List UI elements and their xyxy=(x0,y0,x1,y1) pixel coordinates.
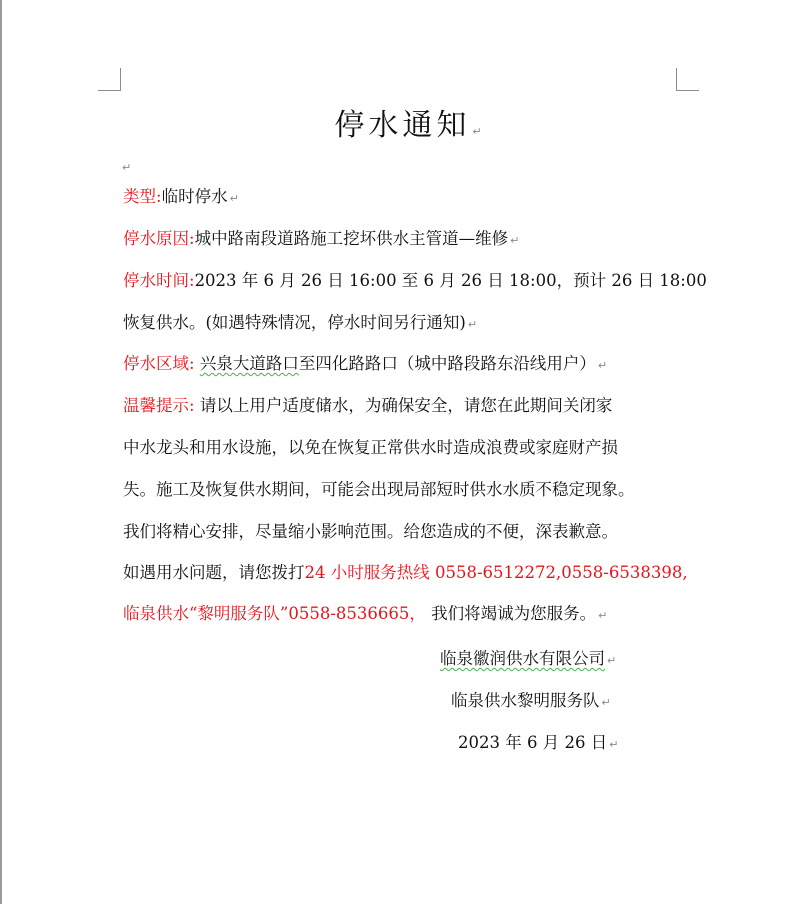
empty-paragraph xyxy=(120,156,131,175)
tips-text-4: 我们将精心安排，尽量缩小影响范围。给您造成的不便，深表歉意。 xyxy=(123,522,618,541)
area-label: 停水区域: xyxy=(123,354,195,373)
paragraph-mark: ↵ xyxy=(597,359,608,372)
tips-line-2 xyxy=(123,437,618,459)
paragraph-mark: ↵ xyxy=(607,654,617,667)
tips-text-3: 失。施工及恢复供水期间，可能会出现局部短时供水水质不稳定现象。 xyxy=(123,480,635,499)
time-value-1: 2023 年 6 月 26 日 16:00 至 6 月 26 日 18:00，预计 26 日 18:00 xyxy=(194,271,707,290)
tips-text-5: 如遇用水问题，请您拨打 xyxy=(123,563,305,582)
reason-label: 停水原因: xyxy=(123,229,195,248)
type-line xyxy=(123,186,239,210)
margin-corner-top-right xyxy=(676,68,699,91)
area-value-1: 兴泉大道路口 xyxy=(199,354,299,373)
tips-label: 温馨提示: xyxy=(123,396,195,415)
service-team-hotline: 临泉供水“黎明服务队”0558-8536665， xyxy=(123,604,426,623)
margin-corner-top-left xyxy=(98,68,121,91)
tips-text-1: 请以上用户适度储水，为确保安全，请您在此期间关闭家 xyxy=(199,396,613,415)
company-name: 临泉徽润供水有限公司 xyxy=(440,649,605,668)
tips-text-6: 我们将竭诚为您服务。 xyxy=(431,604,597,623)
paragraph-mark: ↵ xyxy=(609,738,619,751)
paragraph-mark: ↵ xyxy=(467,318,478,331)
tips-line-6 xyxy=(123,603,607,627)
reason-line xyxy=(123,228,519,252)
team-name: 临泉供水黎明服务队 xyxy=(451,691,600,710)
paragraph-mark: ↵ xyxy=(229,192,239,205)
paragraph-mark: ↵ xyxy=(472,125,486,138)
signature-company xyxy=(440,645,616,669)
paragraph-mark: ↵ xyxy=(122,161,132,174)
time-label: 停水时间: xyxy=(123,271,195,290)
area-line xyxy=(123,353,607,377)
notice-title: 停水通知 ↵ xyxy=(334,108,486,143)
tips-line-1 xyxy=(123,395,612,417)
time-value-2: 恢复供水。(如遇特殊情况，停水时间另行通知) xyxy=(123,313,466,332)
type-value: 临时停水 xyxy=(161,187,228,206)
tips-line-5 xyxy=(123,562,688,584)
paragraph-mark: ↵ xyxy=(601,696,611,709)
paragraph-mark: ↵ xyxy=(598,609,608,622)
signature-date xyxy=(458,729,618,753)
paragraph-mark: ↵ xyxy=(510,234,520,247)
tips-line-3 xyxy=(123,479,635,501)
date-text: 2023 年 6 月 26 日 xyxy=(458,733,608,752)
time-line-2 xyxy=(123,312,477,336)
tips-text-2: 中水龙头和用水设施，以免在恢复正常供水时造成浪费或家庭财产损 xyxy=(123,438,618,457)
area-value-2: 至四化路路口（城中路段路东沿线用户） xyxy=(298,354,596,373)
hotline-text: 24 小时服务热线 0558-6512272,0558-6538398, xyxy=(304,563,688,582)
time-line-1 xyxy=(123,270,707,292)
type-label: 类型: xyxy=(123,187,162,206)
reason-value: 城中路南段道路施工挖坏供水主管道—维修 xyxy=(194,229,509,248)
tips-line-4 xyxy=(123,521,618,543)
signature-team xyxy=(451,687,611,711)
